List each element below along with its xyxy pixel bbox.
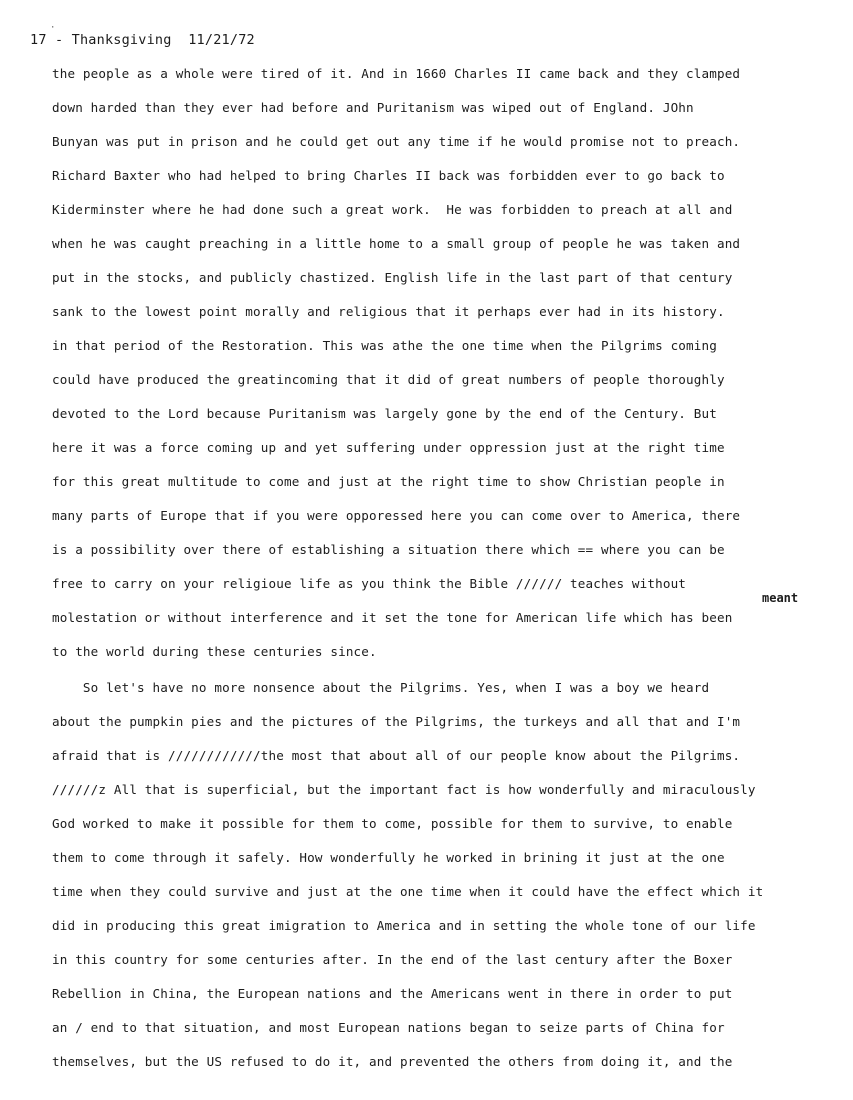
text-line: for this great multitude to come and just at the right time to show Christian people in (52, 474, 725, 489)
text-line: themselves, but the US refused to do it, and prevented the others from doing it, and the (52, 1054, 733, 1069)
margin-tick-mark: · (50, 23, 56, 33)
text-line: free to carry on your religioue life as you think the Bible ////// teaches without (52, 576, 687, 591)
text-line: in that period of the Restoration. This was athe the one time when the Pilgrims coming (52, 338, 717, 353)
document-title: Thanksgiving (71, 32, 172, 48)
text-line: about the pumpkin pies and the pictures of the Pilgrims, the turkeys and all that and I'm (52, 714, 741, 729)
text-line: did in producing this great imigration to America and in setting the whole tone of our life (52, 918, 756, 933)
page-header (30, 32, 255, 48)
page-number: 17 (30, 32, 47, 48)
text-line: time when they could survive and just at the one time when it could have the effect which it (52, 884, 764, 899)
text-line: afraid that is ////////////the most that about all of our people know about the Pilgrims. (52, 748, 741, 763)
text-line: devoted to the Lord because Puritanism was largely gone by the end of the Century. But (52, 406, 717, 421)
text-line: Kiderminster where he had done such a great work. He was forbidden to preach at all and (52, 202, 733, 217)
text-line: sank to the lowest point morally and religious that it perhaps ever had in its history. (52, 304, 725, 319)
text-line: down harded than they ever had before and Puritanism was wiped out of England. JOhn (52, 100, 694, 115)
handwritten-insertion: meant (762, 591, 799, 605)
text-line: //////z All that is superficial, but the important fact is how wonderfully and miraculously (52, 782, 756, 797)
text-line: an / end to that situation, and most European nations began to seize parts of China for (52, 1020, 725, 1035)
text-line: is a possibility over there of establishing a situation there which == where you can be (52, 542, 725, 557)
text-line: the people as a whole were tired of it. And in 1660 Charles II came back and they clamped (52, 66, 741, 81)
text-line: molestation or without interference and it set the tone for American life which has been (52, 610, 733, 625)
text-line: Bunyan was put in prison and he could get out any time if he would promise not to preach. (52, 134, 741, 149)
text-line: put in the stocks, and publicly chastized. English life in the last part of that century (52, 270, 733, 285)
header-separator: - (54, 32, 64, 48)
text-line: could have produced the greatincoming that it did of great numbers of people thoroughly (52, 372, 725, 387)
text-line: them to come through it safely. How wonderfully he worked in brining it just at the one (52, 850, 725, 865)
text-line: Rebellion in China, the European nations and the Americans went in there in order to put (52, 986, 733, 1001)
text-line: So let's have no more nonsence about the Pilgrims. Yes, when I was a boy we heard (52, 680, 710, 695)
text-line: God worked to make it possible for them to come, possible for them to survive, to enable (52, 816, 733, 831)
text-line: when he was caught preaching in a little home to a small group of people he was taken and (52, 236, 741, 251)
text-line: Richard Baxter who had helped to bring Charles II back was forbidden ever to go back to (52, 168, 725, 183)
text-line: here it was a force coming up and yet suffering under oppression just at the right time (52, 440, 725, 455)
document-date: 11/21/72 (188, 32, 255, 48)
text-line: many parts of Europe that if you were opporessed here you can come over to America, there (52, 508, 741, 523)
text-line: to the world during these centuries since. (52, 644, 377, 659)
text-line: in this country for some centuries after. In the end of the last century after the Boxer (52, 952, 733, 967)
